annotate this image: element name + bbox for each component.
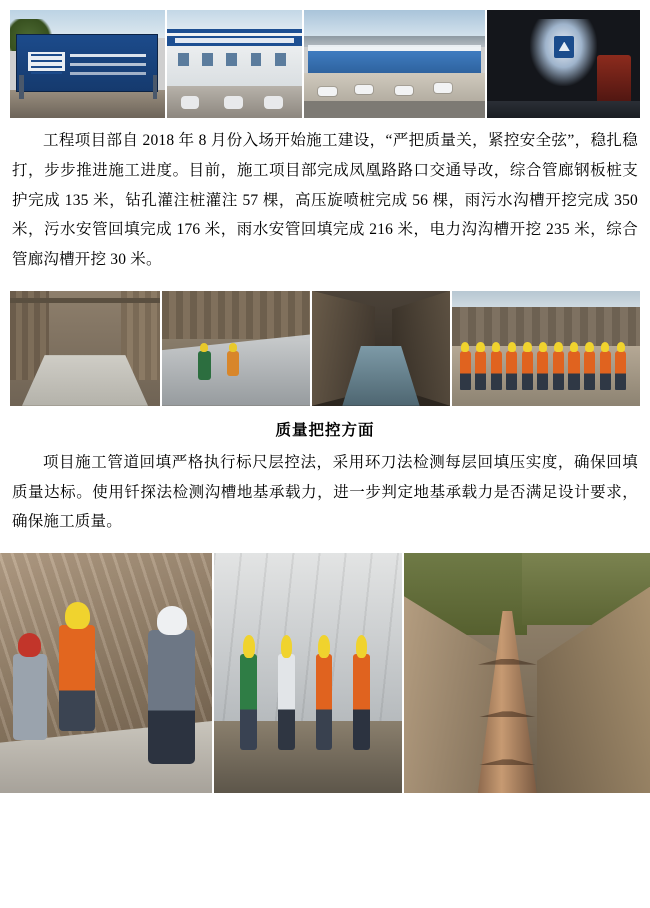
- company-logo-on-screen: [554, 36, 574, 58]
- parked-car: [318, 87, 336, 97]
- photo-ring-knife-test: [0, 553, 212, 793]
- worker-figure: [506, 351, 517, 390]
- middle-photo-strip: [10, 291, 640, 406]
- worker-crew-group: [460, 351, 633, 390]
- paragraph-quality-control: 项目施工管道回填严格执行标尺层控法，采用环刀法检测每层回填压实度，确保回填质量达标。使用钎探法检测沟槽地基承载力，进一步判定地基承载力是否满足设计要求，确保施工质量。: [12, 453, 638, 531]
- window: [275, 53, 286, 66]
- worker-figure: [522, 351, 533, 390]
- worker-figure: [615, 351, 626, 390]
- window: [178, 53, 189, 66]
- worker-figure: [553, 351, 564, 390]
- worker-figure: [316, 654, 333, 750]
- board-left-panel: [28, 52, 64, 71]
- board-text-lines: [70, 54, 145, 57]
- site-road: [304, 101, 485, 118]
- worker-figure: [584, 351, 595, 390]
- worker-orange-vest: [59, 625, 95, 731]
- photo-site-office-containers: [304, 10, 485, 118]
- worker-figure: [460, 351, 471, 390]
- worker-figure: [227, 351, 239, 376]
- worker-figure: [491, 351, 502, 390]
- fence-post: [19, 75, 24, 99]
- fence-post: [153, 75, 158, 99]
- photo-night-projection: [487, 10, 640, 118]
- photo-shored-trench: [10, 291, 160, 406]
- parked-car: [264, 96, 283, 109]
- paragraph-progress-summary: 工程项目部自 2018 年 8 月份入场开始施工建设，“严把质量关，紧控安全弦”，稳扎稳打，步步推进施工进度。目前，施工项目部完成凤凰路路口交通导改，综合管廊钢板桩支护完成 135 米，钻孔灌注桩灌注 57 棵，高压旋喷桩完成 56 棵，雨污水沟槽开挖完成 350 米，污水安管回填完成 176 米，雨水安管回填完成 216 米，电力沟沟槽开挖 235 米，综合管廊沟槽开挖 30 米。: [12, 132, 638, 268]
- facade-banner: [167, 36, 302, 46]
- photo-installed-pipeline: [404, 553, 650, 793]
- worker-figure: [475, 351, 486, 390]
- top-photo-strip: [10, 0, 640, 118]
- ground-region: [10, 90, 165, 118]
- worker-figure: [278, 654, 295, 750]
- parked-car: [355, 85, 373, 95]
- worker-figure: [568, 351, 579, 390]
- shoring-wall: [162, 291, 310, 339]
- bottom-photo-strip: [0, 553, 650, 793]
- worker-red-helmet: [13, 654, 47, 740]
- photo-worker-crew: [452, 291, 640, 406]
- worker-figure: [600, 351, 611, 390]
- parked-car: [224, 96, 243, 109]
- project-info-board: [16, 34, 158, 92]
- worker-figure: [537, 351, 548, 390]
- worker-figure: [353, 654, 370, 750]
- photo-factory-building: [167, 10, 302, 118]
- red-banner-stand: [597, 55, 631, 107]
- floor-region: [487, 101, 640, 118]
- window: [202, 53, 213, 66]
- photo-trench-workers: [214, 553, 402, 793]
- section-title-quality-control: 质量把控方面: [275, 421, 375, 439]
- worker-figure: [198, 351, 211, 381]
- parked-car: [181, 96, 200, 109]
- parked-car: [434, 83, 452, 93]
- worker-figure: [240, 654, 257, 750]
- photo-trench-water: [312, 291, 450, 406]
- photo-membrane-laying: [162, 291, 310, 406]
- photo-site-board: [10, 10, 165, 118]
- window: [226, 53, 237, 66]
- parked-car: [395, 86, 413, 96]
- worker-white-helmet: [148, 630, 195, 764]
- window: [251, 53, 262, 66]
- bracing-beam: [10, 298, 160, 304]
